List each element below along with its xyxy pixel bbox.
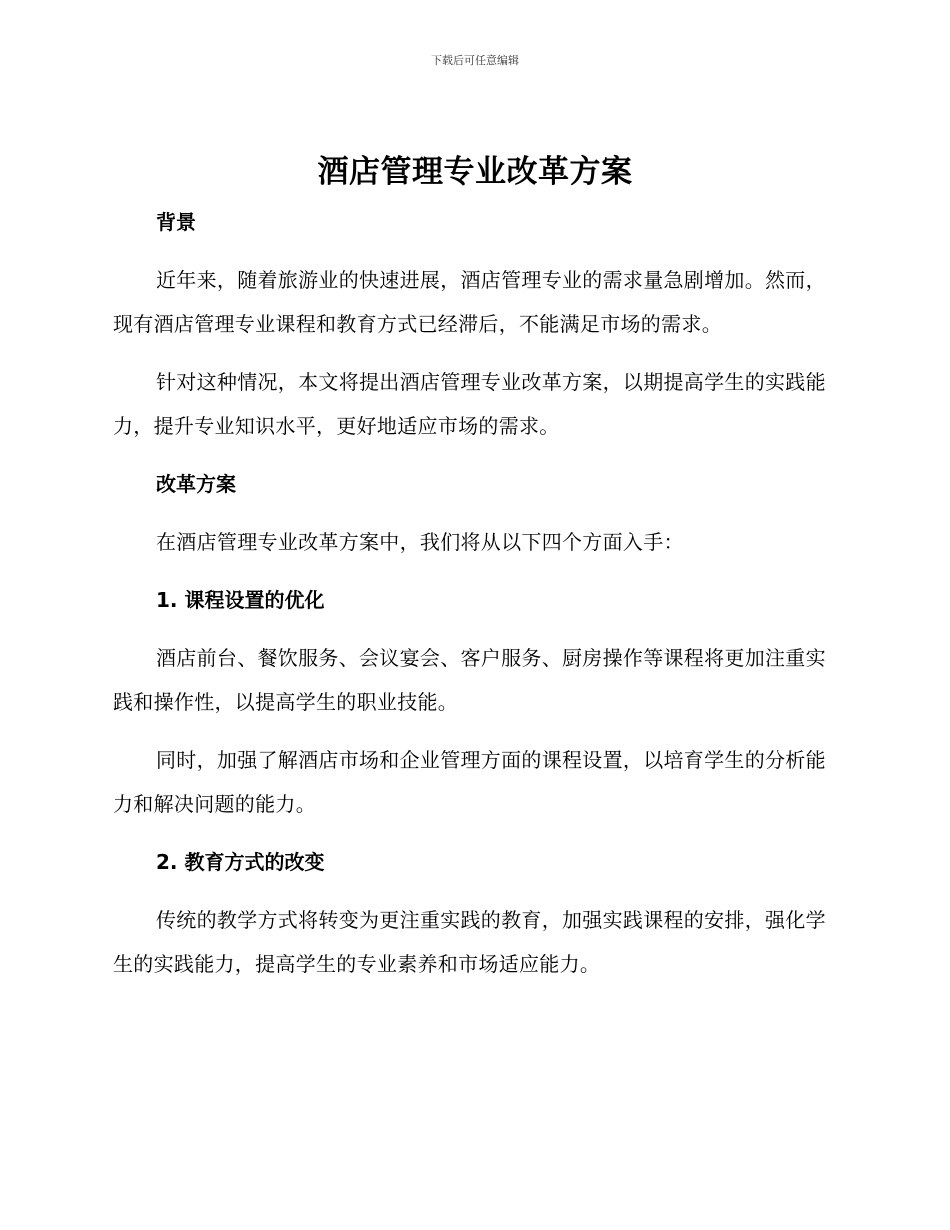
paragraph: 传统的教学方式将转变为更注重实践的教育，加强实践课程的安排，强化学生的实践能力，提高学生的专业素养和市场适应能力。	[113, 908, 826, 976]
document-title: 酒店管理专业改革方案	[317, 154, 633, 190]
document-body	[113, 202, 833, 986]
paragraph: 近年来，随着旅游业的快速进展，酒店管理专业的需求量急剧增加。然而，现有酒店管理专业课程和教育方式已经滞后，不能满足市场的需求。	[113, 268, 826, 336]
header-note: 下载后可任意编辑	[431, 54, 519, 67]
paragraph: 针对这种情况，本文将提出酒店管理专业改革方案，以期提高学生的实践能力，提升专业知识水平，更好地适应市场的需求。	[113, 370, 826, 438]
paragraph: 在酒店管理专业改革方案中，我们将从以下四个方面入手：	[156, 530, 684, 554]
section-heading-background: 背景	[156, 210, 196, 234]
paragraph: 同时，加强了解酒店市场和企业管理方面的课程设置，以培育学生的分析能力和解决问题的能力。	[113, 748, 826, 816]
subsection-heading-teaching: 2. 教育方式的改变	[156, 850, 325, 874]
section-heading-reform: 改革方案	[156, 472, 236, 496]
paragraph: 酒店前台、餐饮服务、会议宴会、客户服务、厨房操作等课程将更加注重实践和操作性，以提高学生的职业技能。	[113, 646, 826, 714]
subsection-heading-course: 1. 课程设置的优化	[156, 588, 325, 612]
